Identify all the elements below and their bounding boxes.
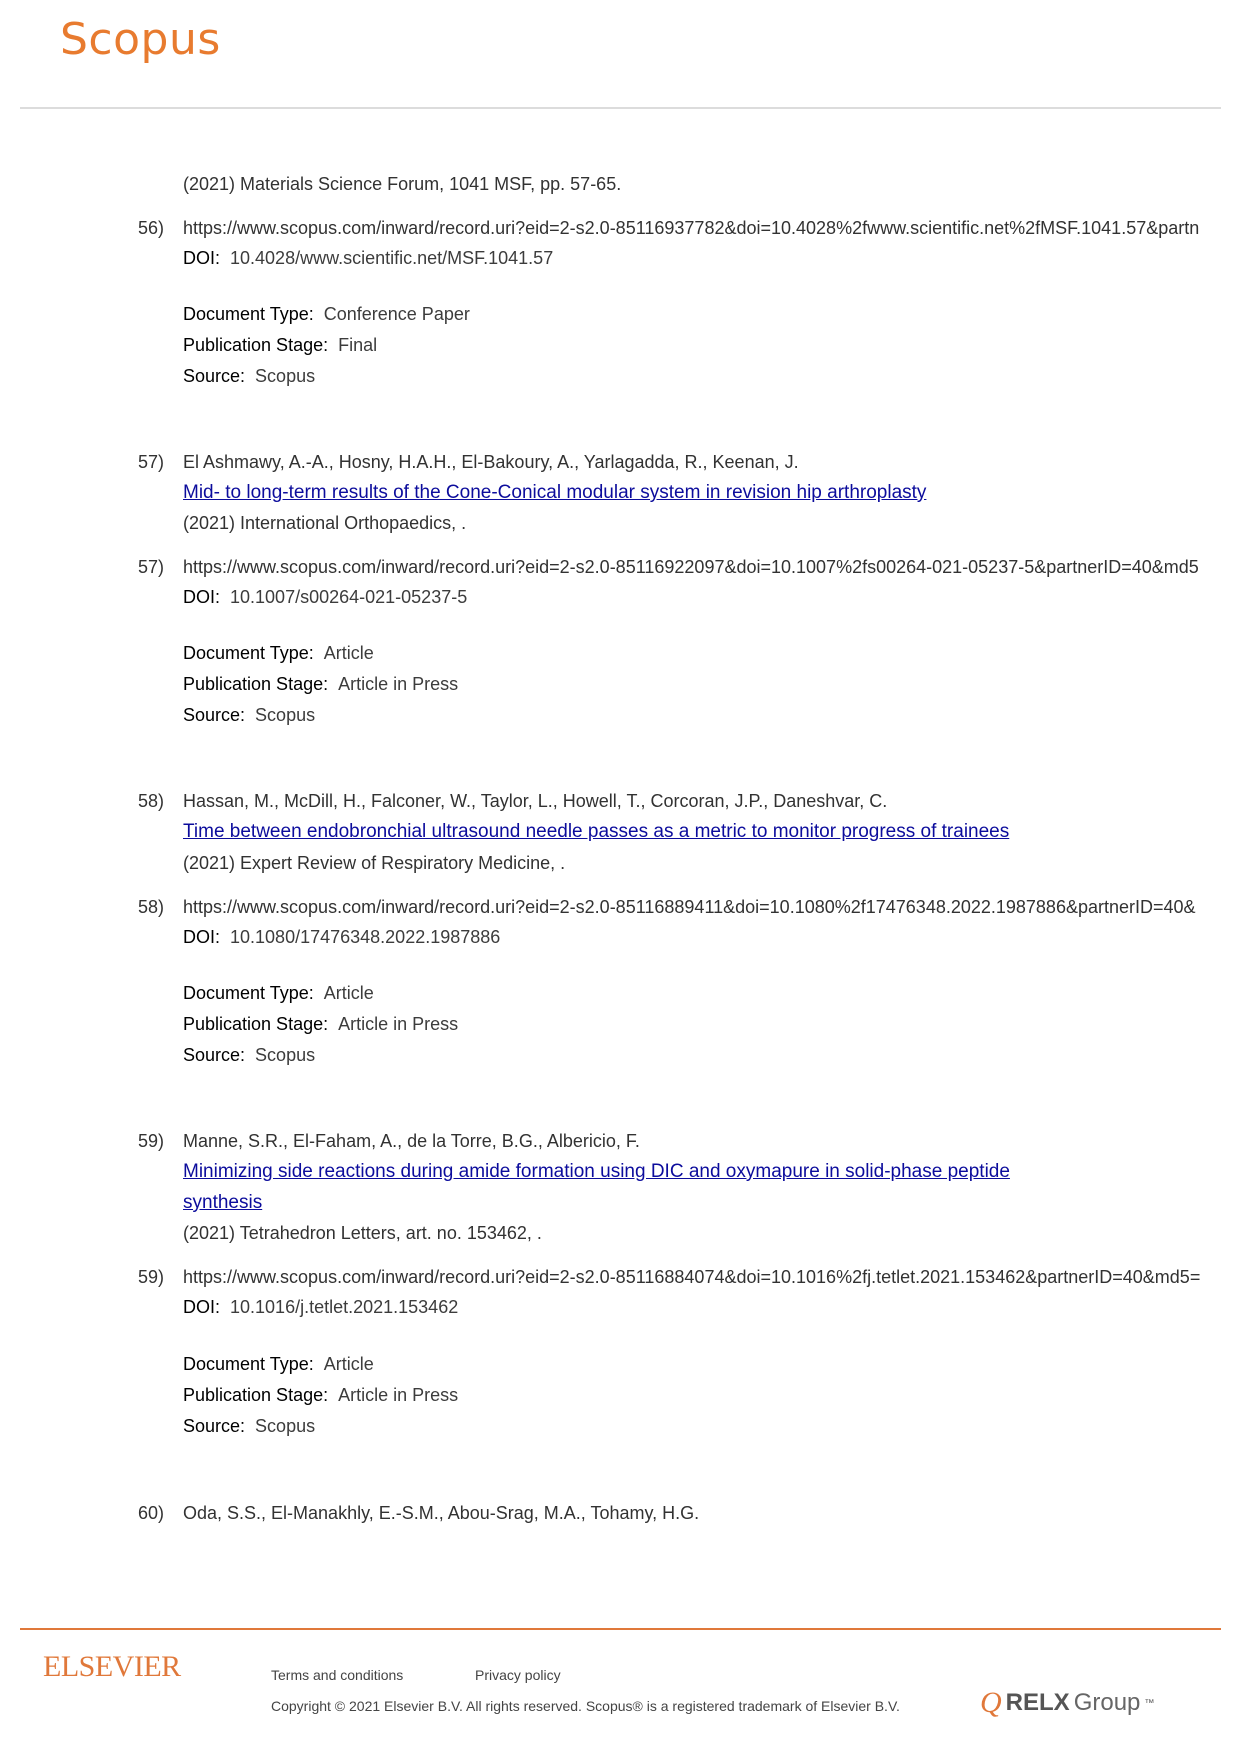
doi-value: 10.4028/www.scientific.net/MSF.1041.57 bbox=[230, 248, 554, 268]
source-value: Scopus bbox=[255, 1416, 316, 1436]
entry-authors: Hassan, M., McDill, H., Falconer, W., Taylor, L., Howell, T., Corcoran, J.P., Daneshvar, C. bbox=[183, 791, 888, 811]
entry-number: 60) bbox=[138, 1503, 165, 1523]
elsevier-logo: ELSEVIER bbox=[43, 1650, 181, 1683]
doi-label: DOI: bbox=[183, 587, 221, 607]
terms-link[interactable]: Terms and conditions bbox=[271, 1667, 404, 1683]
entry-doc-type bbox=[183, 642, 374, 664]
footer-divider bbox=[20, 1628, 1221, 1630]
entry-source-db bbox=[183, 365, 315, 387]
trademark-symbol: ™ bbox=[1144, 1697, 1155, 1709]
entry-authors: El Ashmawy, A.-A., Hosny, H.A.H., El-Bakoury, A., Yarlagadda, R., Keenan, J. bbox=[183, 452, 799, 472]
entry-title-link[interactable]: Time between endobronchial ultrasound needle passes as a metric to monitor progress of trainees bbox=[183, 821, 1010, 842]
doc-type-label: Document Type: bbox=[183, 304, 314, 324]
entry-stage bbox=[183, 334, 377, 356]
source-value: Scopus bbox=[255, 1045, 316, 1065]
stage-label: Publication Stage: bbox=[183, 1014, 329, 1034]
source-value: Scopus bbox=[255, 366, 316, 386]
entry-url[interactable]: https://www.scopus.com/inward/record.uri?eid=2-s2.0-85116889411&doi=10.1080%2f17476348.2022.1987886&partnerID=40& bbox=[183, 897, 1196, 917]
stage-value: Final bbox=[338, 335, 378, 355]
entry-stage bbox=[183, 673, 458, 695]
doc-type-label: Document Type: bbox=[183, 643, 314, 663]
entry-doi bbox=[183, 247, 553, 269]
entry-authors: Oda, S.S., El-Manakhly, E.-S.M., Abou-Srag, M.A., Tohamy, H.G. bbox=[183, 1503, 700, 1523]
entry-authors: Manne, S.R., El-Faham, A., de la Torre, B.G., Albericio, F. bbox=[183, 1131, 640, 1151]
entry-doc-type bbox=[183, 303, 470, 325]
entry-url[interactable]: https://www.scopus.com/inward/record.uri?eid=2-s2.0-85116937782&doi=10.4028%2fwww.scientific.net%2fMSF.1041.57&partn bbox=[183, 218, 1200, 238]
doi-label: DOI: bbox=[183, 1297, 221, 1317]
doi-value: 10.1016/j.tetlet.2021.153462 bbox=[230, 1297, 459, 1317]
doc-type-label: Document Type: bbox=[183, 1354, 314, 1374]
entry-doi bbox=[183, 586, 467, 608]
entry-url[interactable]: https://www.scopus.com/inward/record.uri?eid=2-s2.0-85116922097&doi=10.1007%2fs00264-021-05237-5&partnerID=40&md5 bbox=[183, 557, 1199, 577]
relx-mark-icon: Q bbox=[980, 1686, 1002, 1719]
doc-type-label: Document Type: bbox=[183, 983, 314, 1003]
stage-label: Publication Stage: bbox=[183, 1385, 329, 1405]
doc-type-value: Article bbox=[323, 643, 374, 663]
entry-title-link-cont[interactable]: synthesis bbox=[183, 1192, 263, 1213]
entry-stage bbox=[183, 1384, 458, 1406]
source-label: Source: bbox=[183, 705, 246, 725]
doc-type-value: Article bbox=[323, 1354, 374, 1374]
stage-value: Article in Press bbox=[338, 1014, 459, 1034]
entry-source: (2021) International Orthopaedics, . bbox=[183, 513, 467, 533]
entry-source-db bbox=[183, 1415, 315, 1437]
entry-source: (2021) Tetrahedron Letters, art. no. 153462, . bbox=[183, 1223, 542, 1243]
doc-type-value: Article bbox=[323, 983, 374, 1003]
entry-source-db bbox=[183, 704, 315, 726]
source-label: Source: bbox=[183, 366, 246, 386]
privacy-link[interactable]: Privacy policy bbox=[475, 1667, 561, 1683]
entry-number: 58) bbox=[138, 897, 165, 917]
entry-number: 57) bbox=[138, 557, 165, 577]
doc-type-value: Conference Paper bbox=[323, 304, 470, 324]
stage-label: Publication Stage: bbox=[183, 335, 329, 355]
stage-value: Article in Press bbox=[338, 674, 459, 694]
entry-number: 58) bbox=[138, 791, 165, 811]
header-divider bbox=[20, 107, 1221, 109]
entry-source-db bbox=[183, 1044, 315, 1066]
doi-label: DOI: bbox=[183, 248, 221, 268]
source-label: Source: bbox=[183, 1416, 246, 1436]
entry-number: 56) bbox=[138, 218, 165, 238]
entry-55-source: (2021) Materials Science Forum, 1041 MSF, pp. 57-65. bbox=[183, 174, 622, 194]
copyright-text: Copyright © 2021 Elsevier B.V. All rights reserved. Scopus® is a registered trademark of Elsevier B.V. bbox=[271, 1698, 900, 1714]
entry-stage bbox=[183, 1013, 458, 1035]
stage-value: Article in Press bbox=[338, 1385, 459, 1405]
entry-source: (2021) Expert Review of Respiratory Medicine, . bbox=[183, 853, 566, 873]
relx-wordmark: RELX bbox=[1005, 1689, 1070, 1716]
entry-doi bbox=[183, 926, 500, 948]
doi-value: 10.1007/s00264-021-05237-5 bbox=[230, 587, 468, 607]
source-value: Scopus bbox=[255, 705, 316, 725]
entry-title-link[interactable]: Minimizing side reactions during amide formation using DIC and oxymapure in solid-phase peptide bbox=[183, 1161, 1010, 1182]
entry-number: 59) bbox=[138, 1131, 165, 1151]
entry-doc-type bbox=[183, 1353, 374, 1375]
doi-label: DOI: bbox=[183, 927, 221, 947]
entry-doi bbox=[183, 1296, 458, 1318]
relx-logo bbox=[980, 1686, 1154, 1720]
entry-number: 59) bbox=[138, 1267, 165, 1287]
entry-title-link[interactable]: Mid- to long-term results of the Cone-Conical modular system in revision hip arthroplasty bbox=[183, 482, 927, 503]
relx-group-text: Group bbox=[1073, 1689, 1141, 1716]
entry-number: 57) bbox=[138, 452, 165, 472]
doi-value: 10.1080/17476348.2022.1987886 bbox=[230, 927, 501, 947]
entry-doc-type bbox=[183, 982, 374, 1004]
source-label: Source: bbox=[183, 1045, 246, 1065]
stage-label: Publication Stage: bbox=[183, 674, 329, 694]
entry-url[interactable]: https://www.scopus.com/inward/record.uri?eid=2-s2.0-85116884074&doi=10.1016%2fj.tetlet.2021.153462&partnerID=40&md5= bbox=[183, 1267, 1201, 1287]
scopus-logo: Scopus bbox=[60, 14, 221, 65]
